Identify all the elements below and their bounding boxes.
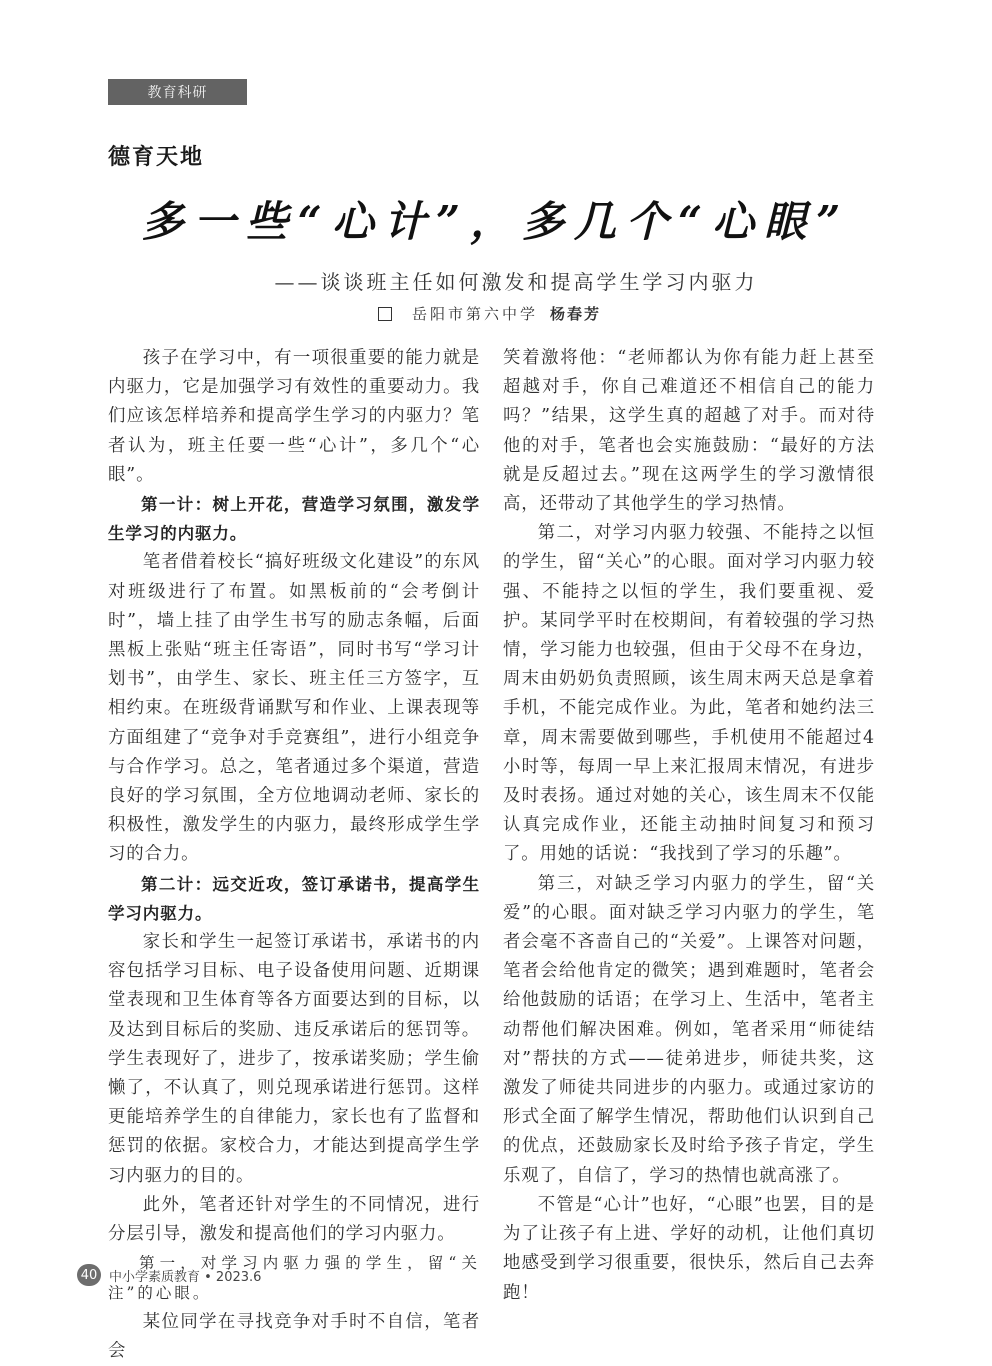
article-title: 多一些“心计”，多几个“心眼” xyxy=(141,197,851,246)
article-subtitle: ——谈谈班主任如何激发和提高学生学习内驱力 xyxy=(274,270,758,294)
journal-info: 中小学素质教育 • 2023.6 xyxy=(109,1269,262,1285)
paragraph: 家长和学生一起签订承诺书，承诺书的内容包括学习目标、电子设备使用问题、近期课堂表现和卫生体育等各方面要达到的目标，以及达到目标后的奖励、违反承诺后的惩罚等。学生表现好了，进步了，按承诺奖励；学生偷懒了，不认真了，则兑现承诺进行惩罚。这样更能培养学生的自律能力，家长也有了监督和惩罚的依据。家校合力，才能达到提高学生学习内驱力的目的。 xyxy=(108,932,480,1186)
page-footer xyxy=(77,1264,261,1286)
paragraph: 孩子在学习中，有一项很重要的能力就是内驱力，它是加强学习有效性的重要动力。我们应该怎样培养和提高学生学习的内驱力？笔者认为，班主任要一些“心计”，多几个“心眼”。 xyxy=(108,348,480,485)
author-name: 杨春芳 xyxy=(550,305,602,323)
paragraph: 不管是“心计”也好，“心眼”也罢，目的是为了让孩子有上进、学好的动机，让他们真切地感受到学习很重要，很快乐，然后自己去奔跑！ xyxy=(503,1194,875,1303)
paragraph: 某位同学在寻找竞争对手时不自信，笔者会 xyxy=(108,1311,480,1361)
paragraph: 笑着激将他：“老师都认为你有能力赶上甚至超越对手，你自己难道还不相信自己的能力吗？”结果，这学生真的超越了对手。而对待他的对手，笔者也会实施鼓励：“最好的方法就是反超过去。”现在这两学生的学习激情很高，还带动了其他学生的学习热情。 xyxy=(503,348,875,515)
author-school: 岳阳市第六中学 xyxy=(412,305,539,323)
section-heading: 第一计：树上开花，营造学习氛围，激发学生学习的内驱力。 xyxy=(108,495,480,544)
paragraph: 第三，对缺乏学习内驱力的学生，留“关爱”的心眼。面对缺乏学习内驱力的学生，笔者会毫不吝啬自己的“关爱”。上课答对问题，笔者会给他肯定的微笑；遇到难题时，笔者会给他鼓励的话语；在学习上、生活中，笔者主动帮他们解决困难。例如，笔者采用“师徒结对”帮扶的方式——徒弟进步，师徒共奖，这激发了师徒共同进步的内驱力。或通过家访的形式全面了解学生情况，帮助他们认识到自己的优点，还鼓励家长及时给予孩子肯定，学生乐观了，自信了，学习的热情也就高涨了。 xyxy=(503,873,875,1186)
right-column xyxy=(503,344,875,1308)
sub-heading: 第一，对学习内驱力强的学生，留“关注”的心眼。 xyxy=(108,1254,480,1302)
left-column xyxy=(108,344,480,1366)
section-heading: 第二计：远交近攻，签订承诺书，提高学生学习内驱力。 xyxy=(108,874,480,923)
page-number: 40 xyxy=(77,1264,101,1286)
byline xyxy=(378,303,601,324)
column-title: 德育天地 xyxy=(108,145,205,170)
byline-box-icon xyxy=(378,307,392,321)
paragraph: 笔者借着校长“搞好班级文化建设”的东风对班级进行了布置。如黑板前的“会考倒计时”，墙上挂了由学生书写的励志条幅，后面黑板上张贴“班主任寄语”，同时书写“学习计划书”，由学生、家长、班主任三方签字，互相约束。在班级背诵默写和作业、上课表现等方面组建了“竞争对手竞赛组”，进行小组竞争与合作学习。总之，笔者通过多个渠道，营造良好的学习氛围，全方位地调动老师、家长的积极性，激发学生的内驱力，最终形成学生学习的合力。 xyxy=(108,552,480,865)
paragraph: 此外，笔者还针对学生的不同情况，进行分层引导，激发和提高他们的学习内驱力。 xyxy=(108,1194,480,1245)
paragraph: 第二，对学习内驱力较强、不能持之以恒的学生，留“关心”的心眼。面对学习内驱力较强、不能持之以恒的学生，我们要重视、爱护。某同学平时在校期间，有着较强的学习热情，学习能力也较强，但由于父母不在身边，周末由奶奶负责照顾，该生周末两天总是拿着手机，不能完成作业。为此，笔者和她约法三章，周末需要做到哪些，手机使用不能超过4小时等，每周一早上来汇报周末情况，有进步及时表扬。通过对她的关心，该生周末不仅能认真完成作业，还能主动抽时间复习和预习了。用她的话说：“我找到了学习的乐趣”。 xyxy=(503,523,875,865)
section-tag: 教育科研 xyxy=(108,79,247,105)
